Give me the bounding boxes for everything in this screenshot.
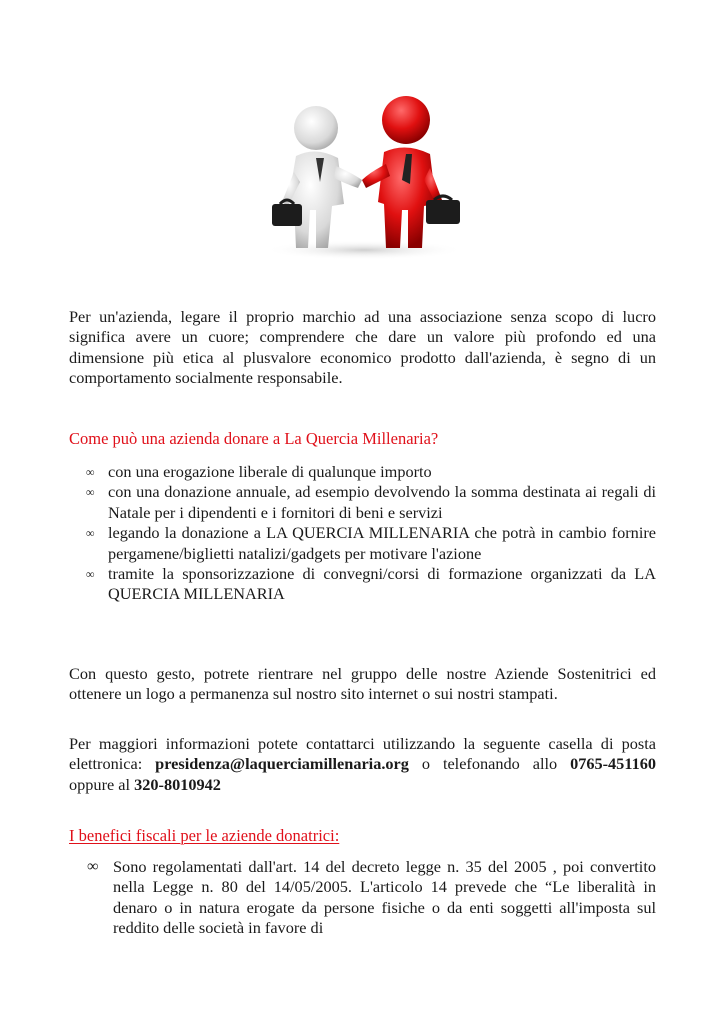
list-item-text: Sono regolamentati dall'art. 14 del decreto legge n. 35 del 2005 , poi convertito nella Legge n. 80 del 14/05/2005. L'articolo 14 prevede che “Le liberalità in denaro o in natura erogate da persone fisiche o da enti soggetti all'imposta sul reddito delle società in favore di <box>113 857 656 938</box>
list-item <box>86 482 656 523</box>
contact-text: o telefonando allo <box>408 754 571 774</box>
phone-number-1[interactable]: 0765-451160 <box>570 754 656 774</box>
list-item-text: con una donazione annuale, ad esempio devolvendo la somma destinata ai regali di Natale per i dipendenti e i fornitori di beni e servizi <box>108 482 656 522</box>
list-item-text: tramite la sponsorizzazione di convegni/corsi di formazione organizzati da LA QUERCIA MILLENARIA <box>108 564 656 604</box>
donation-methods-list <box>86 462 656 605</box>
tax-benefits-list <box>87 857 656 939</box>
list-item-text: con una erogazione liberale di qualunque importo <box>108 462 432 481</box>
list-item-text: legando la donazione a LA QUERCIA MILLENARIA che potrà in cambio fornire pergamene/biglietti natalizi/gadgets per motivare l'azione <box>108 523 656 563</box>
infinity-bullet-icon: ∞ <box>86 567 95 582</box>
infinity-bullet-icon: ∞ <box>87 858 99 875</box>
section-heading-tax-benefits: I benefici fiscali per le aziende donatrici: <box>69 826 340 845</box>
supporters-paragraph: Con questo gesto, potrete rientrare nel gruppo delle nostre Aziende Sostenitrici ed ottenere un logo a permanenza sul nostro sito internet o sui nostri stampati. <box>69 664 656 704</box>
phone-number-2[interactable]: 320-8010942 <box>134 774 221 794</box>
list-item <box>87 857 656 939</box>
infinity-bullet-icon: ∞ <box>86 485 95 500</box>
email-link[interactable]: presidenza@laquerciamillenaria.org <box>155 754 409 774</box>
infinity-bullet-icon: ∞ <box>86 526 95 541</box>
section-heading-donate: Come può una azienda donare a La Quercia Millenaria? <box>69 429 439 448</box>
handshake-icon <box>258 92 470 260</box>
handshake-illustration <box>258 92 470 260</box>
list-item <box>86 462 656 482</box>
contact-text: oppure al <box>69 774 135 794</box>
infinity-bullet-icon: ∞ <box>86 465 95 479</box>
contact-text: Per maggiori informazioni potete contattarci utilizzando la seguente casella di posta elettronica: <box>69 734 656 774</box>
list-item <box>86 523 656 564</box>
list-item <box>86 564 656 605</box>
intro-paragraph: Per un'azienda, legare il proprio marchio ad una associazione senza scopo di lucro significa avere un cuore; comprendere che dare un valore più profondo ed una dimensione più etica al plusvalore economico prodotto dall'azienda, è segno di un comportamento socialmente responsabile. <box>69 307 656 388</box>
contact-paragraph <box>69 734 656 795</box>
